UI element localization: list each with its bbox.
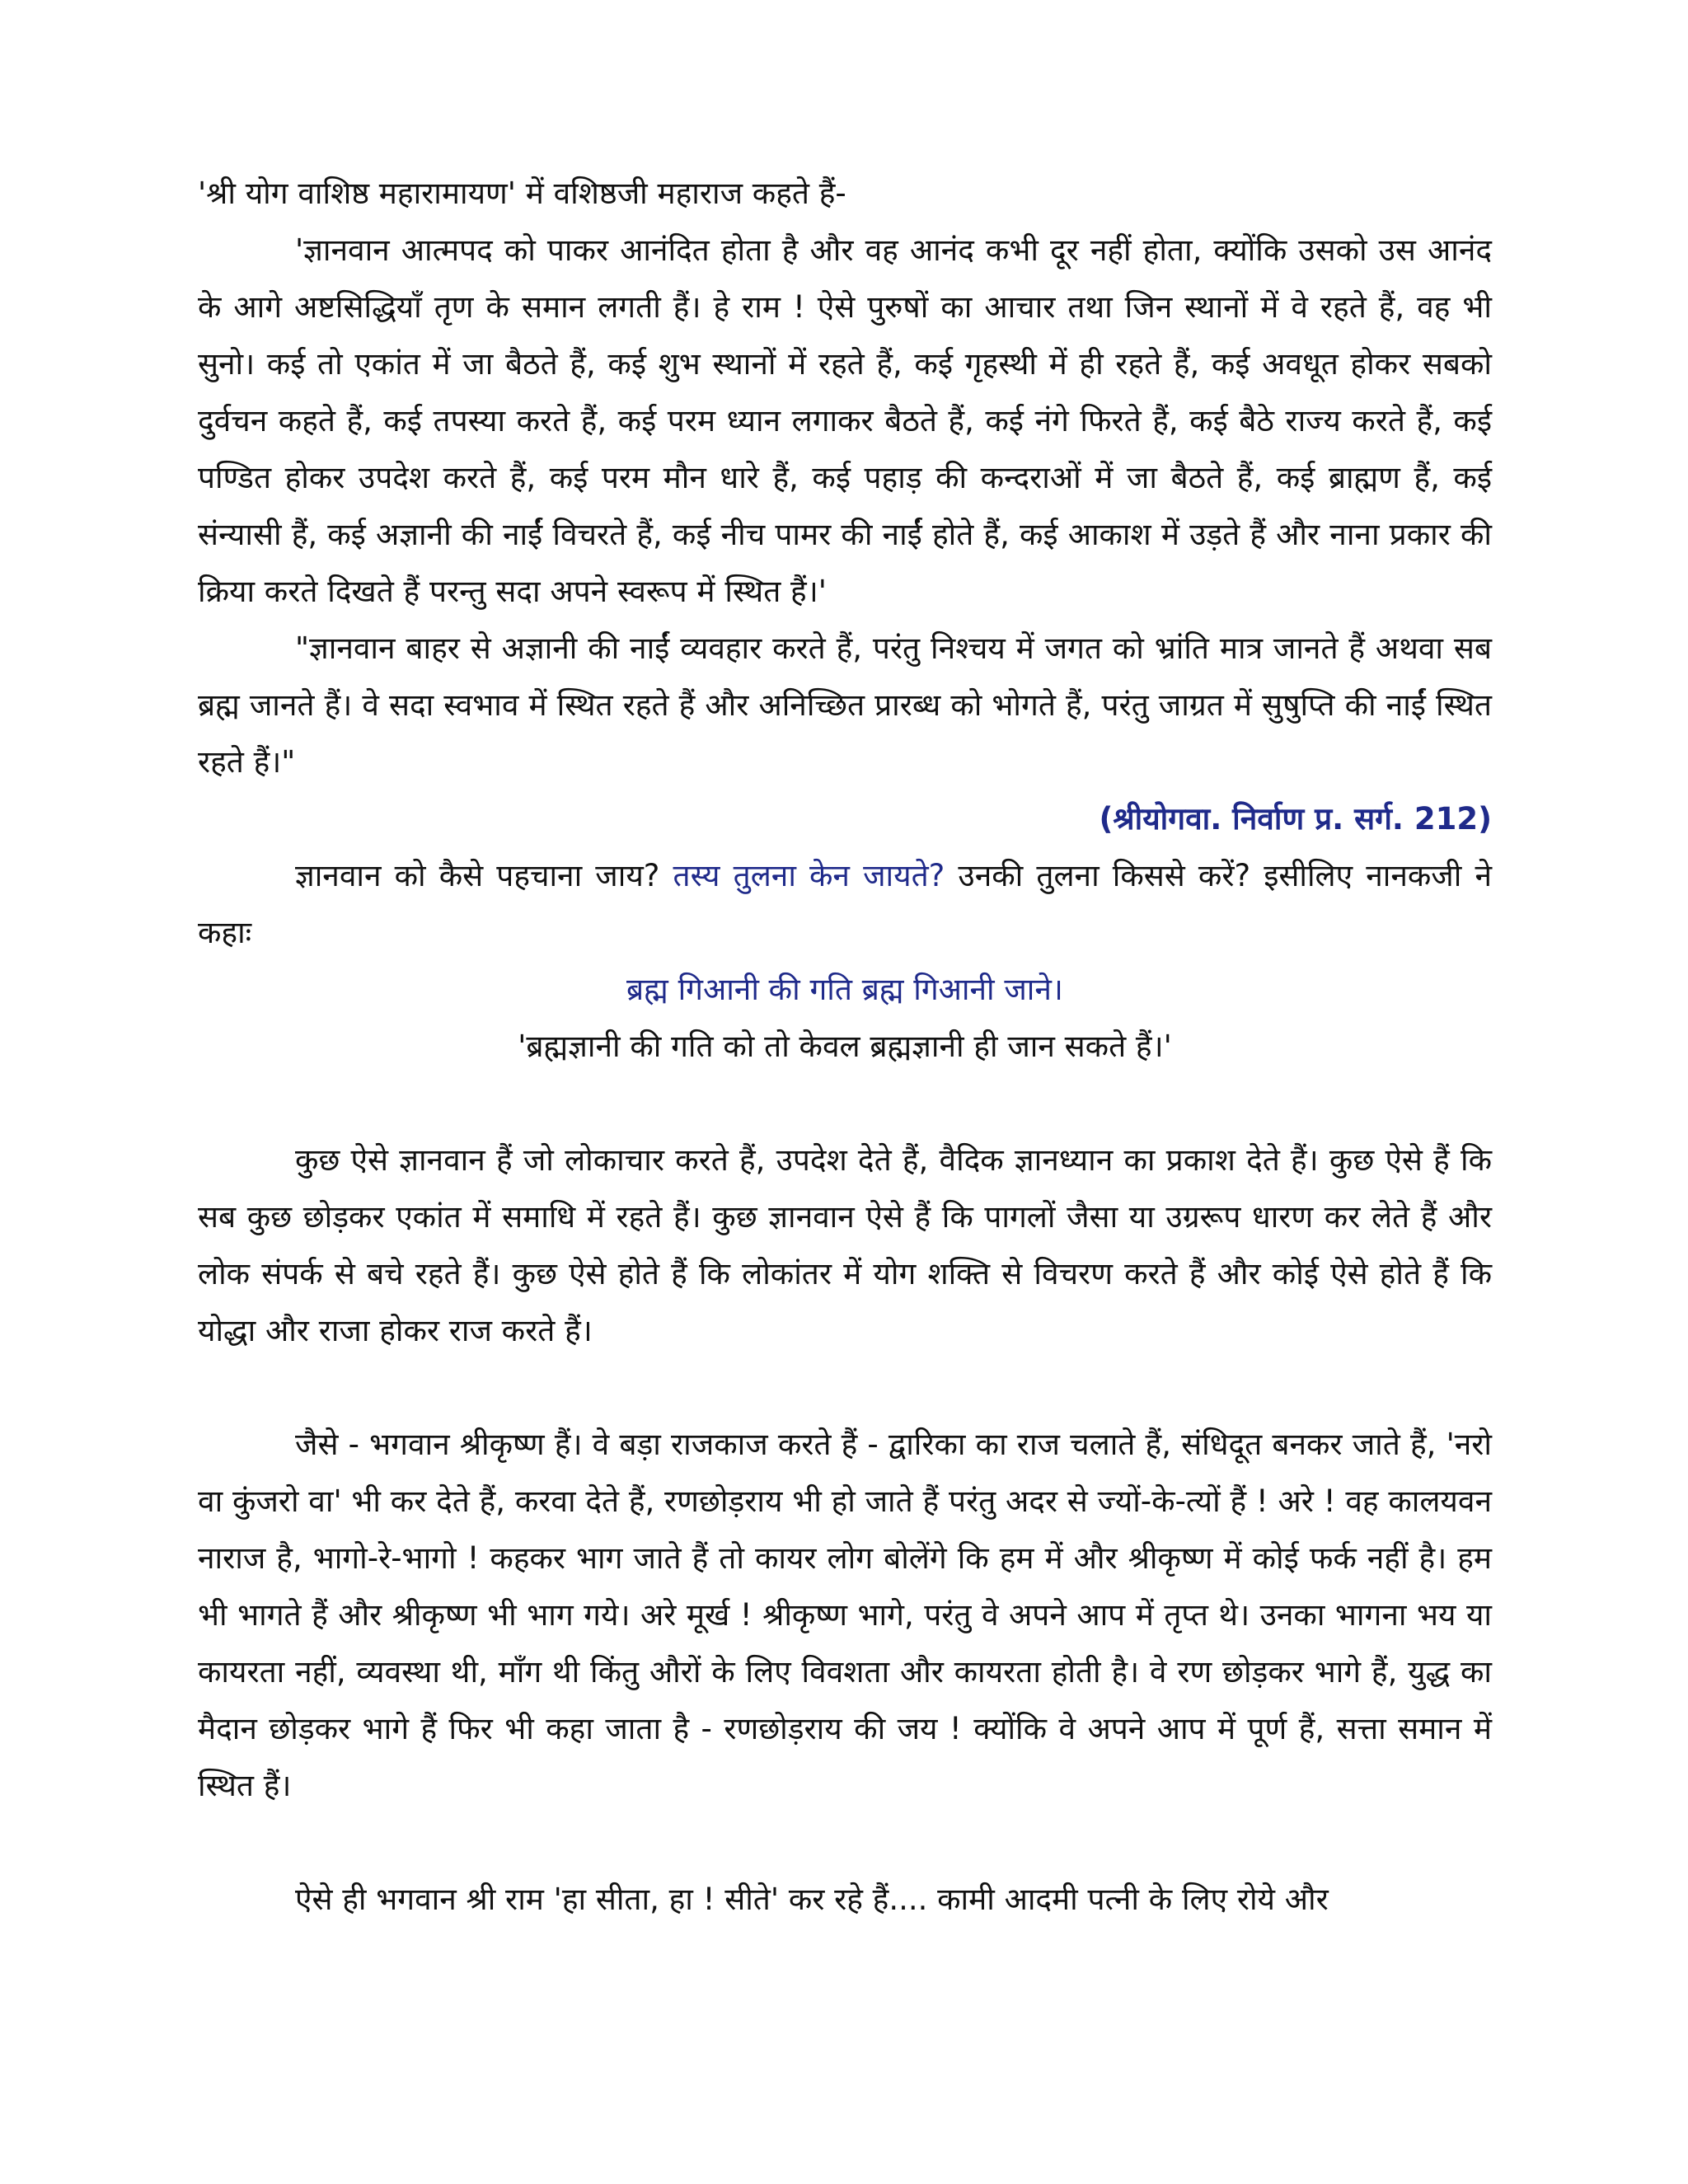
spacer: [198, 1075, 1492, 1132]
spacer: [198, 1359, 1492, 1416]
document-page: [198, 165, 1492, 1928]
intro-paragraph: 'श्री योग वाशिष्ठ महारामायण' में वशिष्ठजी महाराज कहते हैं-: [198, 176, 846, 211]
quote-paragraph-2: "ज्ञानवान बाहर से अज्ञानी की नाईं व्यवहार करते हैं, परंतु निश्चय में जगत को भ्रांति मात्र जानते हैं अथवा सब ब्रह्म जानते हैं। वे सदा स्वभाव में स्थित रहते हैं और अनिच्छित प्रारब्ध को भोगते हैं, परंतु जाग्रत में सुषुप्ति की नाईं स्थित रहते हैं।": [198, 630, 1492, 780]
verse: ब्रह्म गिआनी की गति ब्रह्म गिआनी जाने।: [626, 972, 1063, 1007]
paragraph-shriram: ऐसे ही भगवान श्री राम 'हा सीता, हा ! सीते' कर रहे हैं.... कामी आदमी पत्नी के लिए रोये और: [295, 1882, 1329, 1917]
question-continuation: उनकी तुलना किससे करें? इसीलिए नानकजी ने कहाः: [198, 858, 1492, 950]
spacer: [198, 1814, 1492, 1871]
verse-translation: 'ब्रह्मज्ञानी की गति को तो केवल ब्रह्मज्ञानी ही जान सकते हैं।': [518, 1029, 1172, 1064]
paragraph-shrikrishna: जैसे - भगवान श्रीकृष्ण हैं। वे बड़ा राजकाज करते हैं - द्वारिका का राज चलाते हैं, संधिदूत बनकर जाते हैं, 'नरो वा कुंजरो वा' भी कर देते हैं, करवा देते हैं, रणछोड़राय भी हो जाते हैं परंतु अदर से ज्यों-के-त्यों हैं ! अरे ! वह कालयवन नाराज है, भागो-रे-भागो ! कहकर भाग जाते हैं तो कायर लोग बोलेंगे कि हम में और श्रीकृष्ण में कोई फर्क नहीं है। हम भी भागते हैं और श्रीकृष्ण भी भाग गये। अरे मूर्ख ! श्रीकृष्ण भागे, परंतु वे अपने आप में तृप्त थे। उनका भागना भय या कायरता नहीं, व्यवस्था थी, माँग थी किंतु औरों के लिए विवशता और कायरता होती है। वे रण छोड़कर भागे हैं, युद्ध का मैदान छोड़कर भागे हैं फिर भी कहा जाता है - रणछोड़राय की जय ! क्योंकि वे अपने आप में पूर्ण हैं, सत्ता समान में स्थित हैं।: [198, 1427, 1492, 1803]
question-paragraph: [198, 847, 1492, 961]
paragraph-gyanvan-types: कुछ ऐसे ज्ञानवान हैं जो लोकाचार करते हैं, उपदेश देते हैं, वैदिक ज्ञानध्यान का प्रकाश देते हैं। कुछ ऐसे हैं कि सब कुछ छोड़कर एकांत में समाधि में रहते हैं। कुछ ज्ञानवान ऐसे हैं कि पागलों जैसा या उग्ररूप धारण कर लेते हैं और लोक संपर्क से बचे रहते हैं। कुछ ऐसे होते हैं कि लोकांतर में योग शक्ति से विचरण करते हैं और कोई ऐसे होते हैं कि योद्धा और राजा होकर राज करते हैं।: [198, 1142, 1492, 1348]
sanskrit-question: तस्य तुलना केन जायते?: [673, 858, 945, 893]
quote-paragraph-1: 'ज्ञानवान आत्मपद को पाकर आनंदित होता है और वह आनंद कभी दूर नहीं होता, क्योंकि उसको उस आनंद के आगे अष्टसिद्धियाँ तृण के समान लगती हैं। हे राम ! ऐसे पुरुषों का आचार तथा जिन स्थानों में वे रहते हैं, वह भी सुनो। कई तो एकांत में जा बैठते हैं, कई शुभ स्थानों में रहते हैं, कई गृहस्थी में ही रहते हैं, कई अवधूत होकर सबको दुर्वचन कहते हैं, कई तपस्या करते हैं, कई परम ध्यान लगाकर बैठते हैं, कई नंगे फिरते हैं, कई बैठे राज्य करते हैं, कई पण्डित होकर उपदेश करते हैं, कई परम मौन धारे हैं, कई पहाड़ की कन्दराओं में जा बैठते हैं, कई ब्राह्मण हैं, कई संन्यासी हैं, कई अज्ञानी की नाईं विचरते हैं, कई नीच पामर की नाईं होते हैं, कई आकाश में उड़ते हैं और नाना प्रकार की क्रिया करते दिखते हैं परन्तु सदा अपने स्वरूप में स्थित हैं।': [198, 232, 1492, 609]
scripture-reference: (श्रीयोगवा. निर्वाण प्र. सर्ग. 212): [1099, 801, 1492, 837]
question-text: ज्ञानवान को कैसे पहचाना जाय?: [295, 858, 673, 893]
